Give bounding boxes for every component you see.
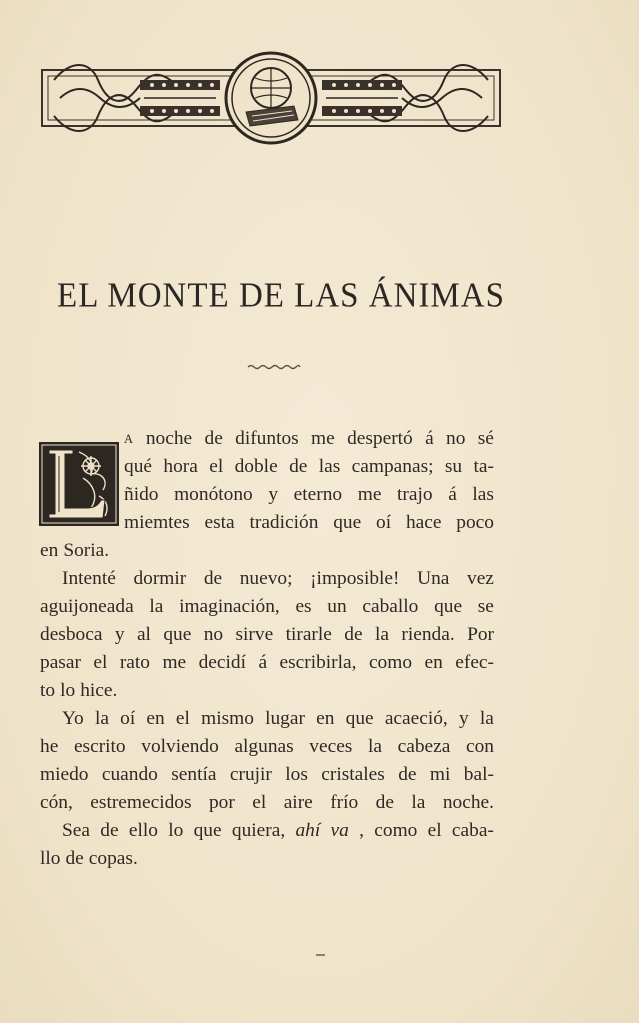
body-text xyxy=(40,537,494,873)
word: cristales xyxy=(321,764,385,785)
text-line xyxy=(40,733,494,761)
word: lo xyxy=(168,820,184,841)
word: efec- xyxy=(455,652,494,673)
word: aguijoneada xyxy=(40,596,134,617)
word: un xyxy=(327,596,347,617)
text-line xyxy=(40,593,494,621)
word: pasar xyxy=(40,652,81,673)
word: monótono xyxy=(174,484,253,505)
word: veces xyxy=(309,736,353,757)
word: dormir xyxy=(133,568,187,589)
word: y xyxy=(114,624,125,645)
word: las xyxy=(318,456,341,477)
text-line xyxy=(124,453,494,481)
word: de xyxy=(204,428,223,449)
word: los xyxy=(285,764,308,785)
word: he xyxy=(40,736,59,757)
word: que xyxy=(193,820,222,841)
word: hice. xyxy=(80,680,118,701)
text-line xyxy=(40,649,494,677)
word: esta xyxy=(204,512,235,533)
word: en xyxy=(146,708,165,729)
word: me xyxy=(357,484,382,505)
word: to xyxy=(40,680,56,701)
word: me xyxy=(162,652,187,673)
word: doble xyxy=(234,456,278,477)
word: miedo xyxy=(40,764,89,785)
word: ¡imposible! xyxy=(310,568,400,589)
word: mismo xyxy=(201,708,254,729)
text-line xyxy=(40,677,494,705)
word: frío xyxy=(330,792,359,813)
word: poco xyxy=(456,512,494,533)
text-line xyxy=(40,817,494,845)
word: Yo xyxy=(62,708,84,729)
text-line xyxy=(40,537,494,565)
word: que xyxy=(333,512,362,533)
word: sirve xyxy=(235,624,274,645)
word: que xyxy=(163,624,192,645)
word: oí xyxy=(376,512,392,533)
word: á xyxy=(258,652,268,673)
word: desboca xyxy=(40,624,103,645)
word: su xyxy=(444,456,463,477)
word: ta- xyxy=(473,456,494,477)
word: cón, xyxy=(40,792,73,813)
word: quiera, xyxy=(231,820,286,841)
word: la xyxy=(94,708,109,729)
word: , xyxy=(359,820,364,841)
word: el xyxy=(252,792,267,813)
chapter-title: EL MONTE DE LAS ÁNIMAS xyxy=(57,277,505,315)
word: me xyxy=(311,428,335,449)
word: volviendo xyxy=(141,736,219,757)
italic-word: va xyxy=(330,820,349,841)
word: es xyxy=(295,596,312,617)
word: hace xyxy=(405,512,442,533)
word: mi xyxy=(429,764,451,785)
word: la xyxy=(411,792,426,813)
text-line xyxy=(40,565,494,593)
word: caba- xyxy=(451,820,494,841)
word: de xyxy=(344,624,363,645)
word: y xyxy=(268,484,279,505)
word: en xyxy=(316,708,335,729)
word: de xyxy=(398,764,417,785)
text-line xyxy=(124,509,494,537)
word: al xyxy=(136,624,151,645)
word: de xyxy=(289,456,308,477)
word: tirarle xyxy=(285,624,332,645)
word: de xyxy=(100,820,119,841)
word: escribirla, xyxy=(279,652,357,673)
ornamental-headpiece xyxy=(40,50,502,146)
word: tradición xyxy=(249,512,319,533)
word: la xyxy=(374,624,389,645)
text-line xyxy=(40,845,494,873)
word: con xyxy=(465,736,494,757)
word: qué xyxy=(124,456,152,477)
word: vez xyxy=(467,568,494,589)
title-divider-flourish xyxy=(246,362,302,372)
word: estremecidos xyxy=(90,792,192,813)
word: crujir xyxy=(229,764,272,785)
text-line xyxy=(124,481,494,509)
word: copas. xyxy=(88,848,138,869)
word: despertó xyxy=(347,428,413,449)
word: caballo xyxy=(362,596,419,617)
word: aire xyxy=(283,792,313,813)
word: el xyxy=(93,652,108,673)
word: acaeció, xyxy=(384,708,448,729)
word: rienda. xyxy=(401,624,455,645)
word: cabeza xyxy=(397,736,451,757)
word: la xyxy=(479,708,494,729)
word: decidí xyxy=(198,652,246,673)
word: escrito xyxy=(73,736,126,757)
word: miemtes xyxy=(124,512,190,533)
word: imaginación, xyxy=(179,596,280,617)
page-mark xyxy=(316,954,325,956)
word: á xyxy=(448,484,457,505)
decorated-initial-L xyxy=(39,442,119,526)
word: Intenté xyxy=(62,568,116,589)
word: las xyxy=(472,484,494,505)
paragraph-opening xyxy=(124,425,494,537)
word: Por xyxy=(467,624,494,645)
word: se xyxy=(477,596,494,617)
initial-continuation: A xyxy=(124,432,134,446)
word: ello xyxy=(128,820,158,841)
word: la xyxy=(367,736,382,757)
word: oí xyxy=(120,708,136,729)
word: Una xyxy=(417,568,450,589)
word: bal- xyxy=(463,764,494,785)
word: en xyxy=(424,652,443,673)
word: como xyxy=(374,820,418,841)
word: la xyxy=(149,596,164,617)
word: noche xyxy=(145,428,193,449)
word: de xyxy=(65,848,84,869)
text-line xyxy=(40,621,494,649)
word: lugar xyxy=(265,708,305,729)
word: á xyxy=(425,428,434,449)
word: cuando xyxy=(101,764,158,785)
word: campanas; xyxy=(351,456,434,477)
text-line xyxy=(40,705,494,733)
word: el xyxy=(427,820,442,841)
word: como xyxy=(368,652,413,673)
word: por xyxy=(208,792,235,813)
word: el xyxy=(209,456,224,477)
word: no xyxy=(446,428,466,449)
word: sé xyxy=(477,428,494,449)
word: que xyxy=(434,596,463,617)
text-line xyxy=(40,789,494,817)
word: que xyxy=(345,708,374,729)
word: de xyxy=(203,568,223,589)
text-line xyxy=(124,425,494,453)
text-line xyxy=(40,761,494,789)
word: hora xyxy=(163,456,198,477)
word: ñido xyxy=(124,484,159,505)
word: llo xyxy=(40,848,61,869)
word: en xyxy=(40,540,59,561)
word: algunas xyxy=(234,736,294,757)
word: Soria. xyxy=(63,540,110,561)
word: lo xyxy=(60,680,76,701)
word: eterno xyxy=(293,484,343,505)
word: sentía xyxy=(171,764,217,785)
italic-word: ahí xyxy=(295,820,321,841)
word: y xyxy=(458,708,469,729)
word: trajo xyxy=(397,484,433,505)
word: noche. xyxy=(442,792,494,813)
word: no xyxy=(203,624,224,645)
word: de xyxy=(375,792,394,813)
word: el xyxy=(175,708,190,729)
word: Sea xyxy=(62,820,90,841)
word: difuntos xyxy=(235,428,299,449)
word: rato xyxy=(119,652,150,673)
word: nuevo; xyxy=(239,568,293,589)
